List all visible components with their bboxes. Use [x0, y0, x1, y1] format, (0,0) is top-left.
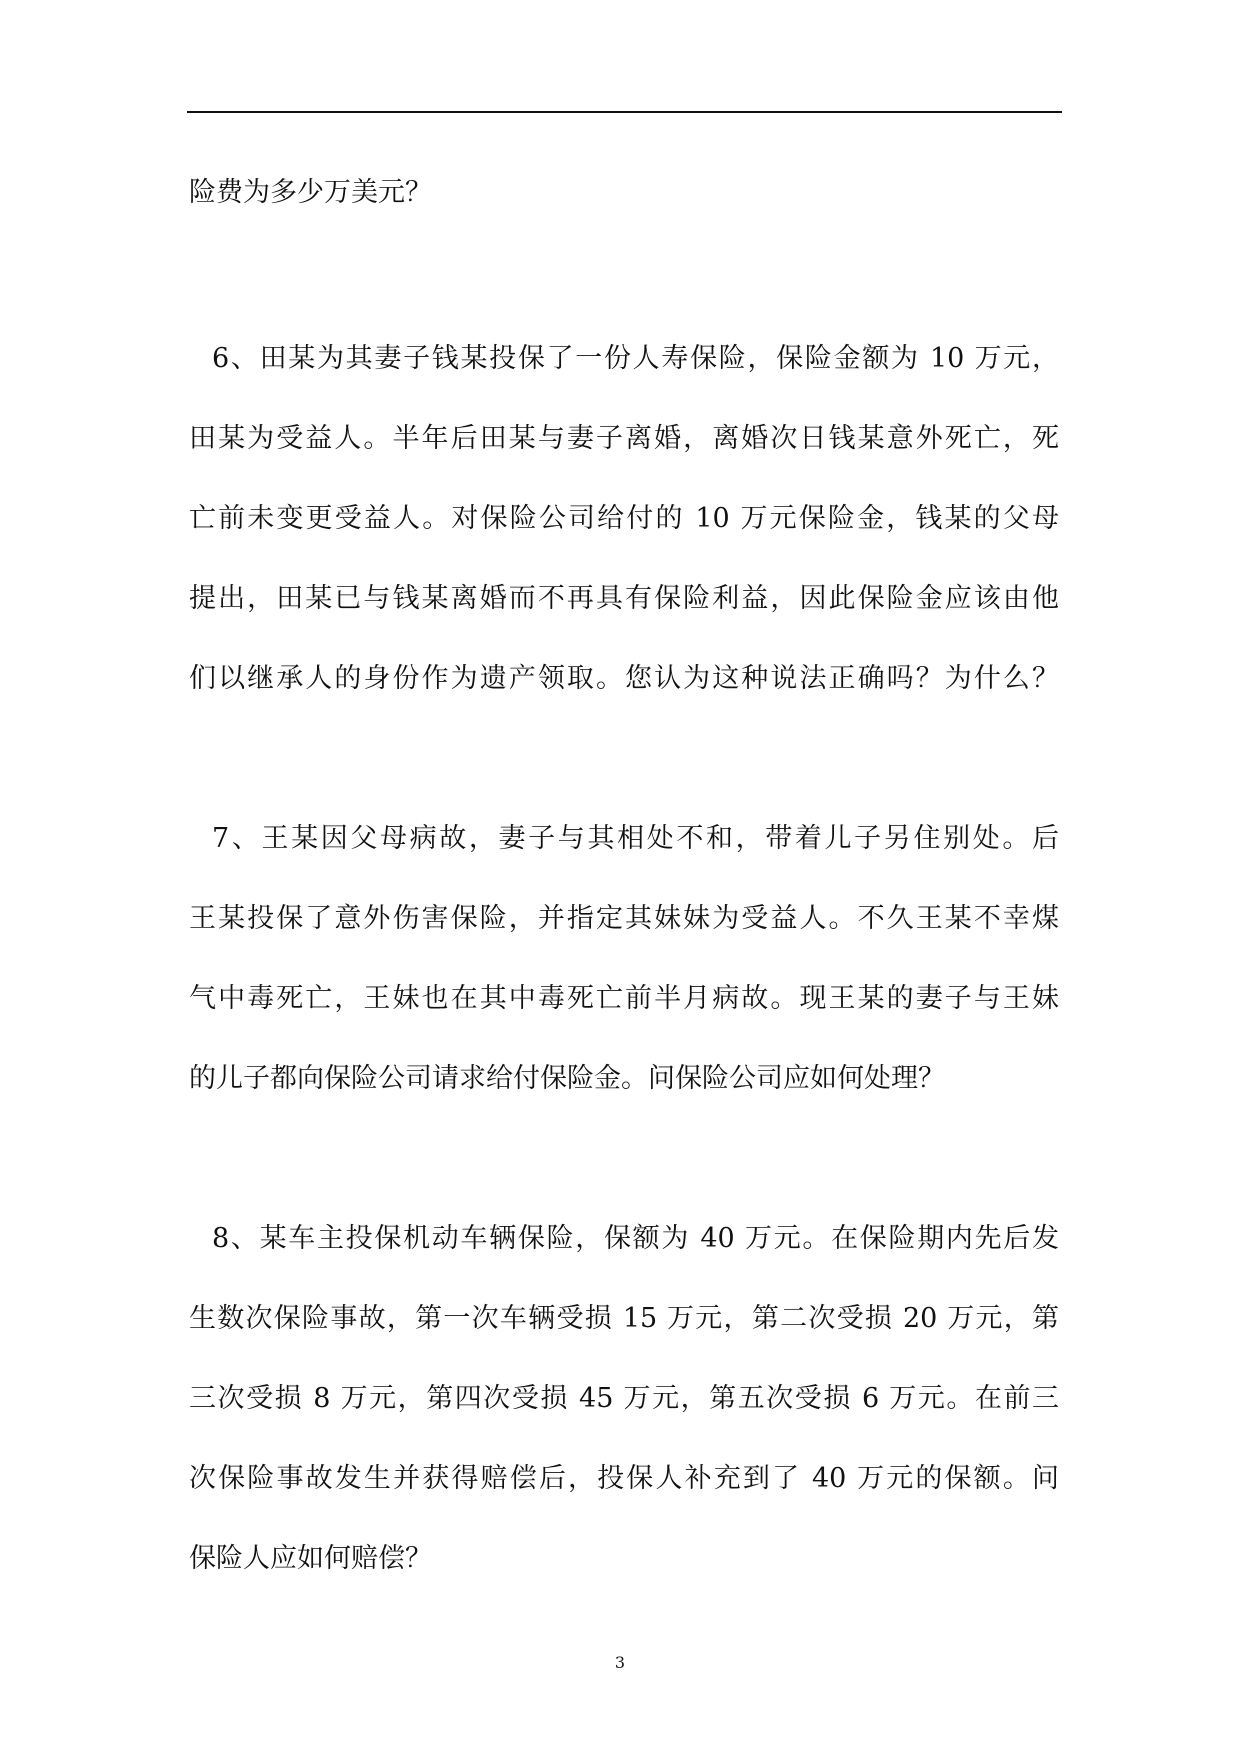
text-line: 6、田某为其妻子钱某投保了一份人寿保险，保险金额为 10 万元，: [212, 343, 1059, 374]
text-line: 7、王某因父母病故，妻子与其相处不和，带着儿子另住别处。后: [212, 823, 1059, 854]
text-line: 次保险事故发生并获得赔偿后，投保人补充到了 40 万元的保额。问: [189, 1463, 1059, 1494]
text-line: 亡前未变更受益人。对保险公司给付的 10 万元保险金，钱某的父母: [189, 503, 1059, 534]
header-rule: [187, 111, 1062, 113]
text-line: 险费为多少万美元？: [189, 177, 432, 208]
text-line: 8、某车主投保机动车辆保险，保额为 40 万元。在保险期内先后发: [212, 1223, 1059, 1254]
text-line: 们以继承人的身份作为遗产领取。您认为这种说法正确吗？为什么？: [189, 663, 1059, 694]
text-line: 的儿子都向保险公司请求给付保险金。问保险公司应如何处理？: [189, 1063, 945, 1094]
text-line: 提出，田某已与钱某离婚而不再具有保险利益，因此保险金应该由他: [189, 583, 1059, 614]
text-line: 田某为受益人。半年后田某与妻子离婚，离婚次日钱某意外死亡，死: [189, 423, 1059, 454]
text-line: 王某投保了意外伤害保险，并指定其妹妹为受益人。不久王某不幸煤: [189, 903, 1059, 934]
text-line: 保险人应如何赔偿？: [189, 1543, 432, 1574]
page-number: 3: [614, 1653, 626, 1672]
text-line: 气中毒死亡，王妹也在其中毒死亡前半月病故。现王某的妻子与王妹: [189, 983, 1059, 1014]
text-line: 生数次保险事故，第一次车辆受损 15 万元，第二次受损 20 万元，第: [189, 1303, 1059, 1334]
text-line: 三次受损 8 万元，第四次受损 45 万元，第五次受损 6 万元。在前三: [189, 1383, 1059, 1414]
